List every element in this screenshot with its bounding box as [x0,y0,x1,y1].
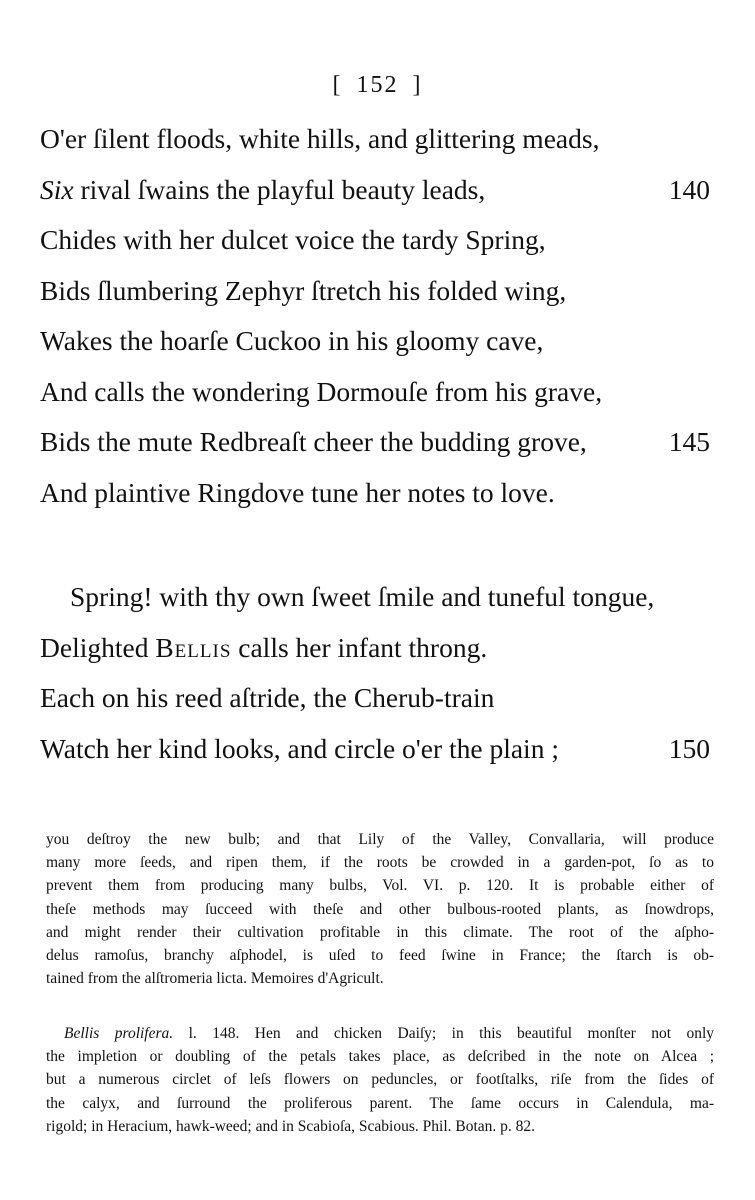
small-caps-name: Bellis [155,631,232,663]
verse-line: And plaintive Ringdove tune her notes to love. [40,476,555,508]
note-line: delus ramoſus, branchy aſphodel, is uſed to feed ſwine in France; the ſtarch is ob- [46,947,714,965]
verse-line [40,724,720,775]
verse-line [40,623,720,674]
note-line: the impletion or doubling of the petals takes place, as deſcribed in the note on Alcea ; [46,1048,714,1066]
page-number [0,72,755,99]
verse-line [40,417,720,468]
close-bracket: ] [412,72,423,98]
verse-line: Chides with her dulcet voice the tardy Spring, [40,224,546,255]
note-line: rigold; in Heracium, hawk-weed; and in Scabioſa, Scabious. Phil. Botan. p. 82. [46,1117,536,1135]
italic-word: Six [40,173,74,205]
verse-stanza-1 [40,114,720,518]
footnote-bellis-prolifera [46,1022,714,1138]
verse-line [40,165,720,216]
note-line: theſe methods may ſucceed with theſe and other bulbous-rooted plants, as ſnowdrops, [46,900,714,918]
note-line: prevent them from producing many bulbs, Vol. VI. p. 120. It is probable either of [46,877,714,895]
verse-line: And calls the wondering Dormouſe from his grave, [40,375,603,407]
note-line: tained from the alſtromeria licta. Memoires d'Agricult. [46,970,384,988]
note-line: the calyx, and ſurround the proliferous parent. The ſame occurs in Calendula, ma- [46,1094,714,1112]
note-text: l. 148. Hen and chicken Daiſy; in this beautiful monſter not only [173,1025,714,1042]
note-heading: Bellis prolifera. [64,1025,174,1042]
verse-line: Bids ſlumbering Zephyr ſtretch his folded wing, [40,274,567,306]
verse-line: O'er ſilent floods, white hills, and glittering meads, [40,123,600,154]
verse-line-text: Watch her kind looks, and circle o'er the plain ; [40,732,559,764]
line-number: 140 [668,173,710,205]
note-line [46,1022,714,1045]
note-line: and might render their cultivation profitable in this climate. The root of the aſpho- [46,923,714,941]
verse-line-text: rival ſwains the playful beauty leads, [73,173,486,205]
verse-line-text: Bids the mute Redbreaſt cheer the budding grove, [40,426,587,457]
verse-line-text: Delighted [40,631,156,663]
verse-line: Each on his reed aſtride, the Cherub-train [40,682,495,713]
open-bracket: [ [332,72,343,98]
line-number: 150 [668,732,710,764]
verse-line: Wakes the hoarſe Cuckoo in his gloomy cave, [40,325,544,356]
note-line: you deſtroy the new bulb; and that Lily of the Valley, Convallaria, will produce [46,831,714,848]
page-number-value: 152 [356,72,399,98]
verse-stanza-2 [40,572,720,774]
line-number: 145 [668,426,710,457]
note-line: many more ſeeds, and ripen them, if the roots be crowded in a garden-pot, ſo as to [46,854,714,872]
footnote-continuation [46,828,714,990]
note-line: but a numerous circlet of leſs flowers on peduncles, or footſtalks, riſe from the ſides of [46,1071,714,1089]
verse-line-text: calls her infant throng. [231,631,488,663]
verse-line: Spring! with thy own ſweet ſmile and tuneful tongue, [70,581,655,612]
